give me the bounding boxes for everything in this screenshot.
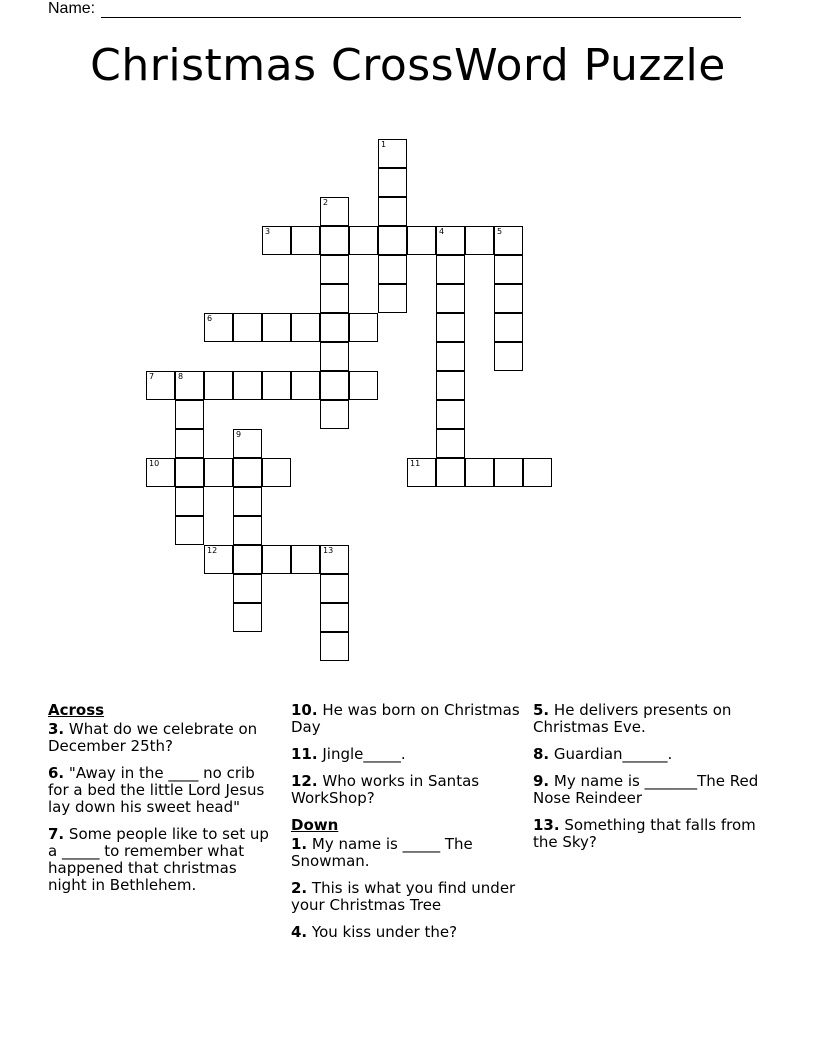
down-clue-8: 8. Guardian______. [533,745,673,763]
across-clue-6: 6. "Away in the ____ no crib for a bed the little Lord Jesus lay down his sweet head" [48,764,265,816]
grid-cell[interactable] [320,632,349,661]
grid-cell[interactable] [175,429,204,458]
grid-cell[interactable] [494,284,523,313]
grid-cell[interactable] [291,226,320,255]
grid-cell[interactable] [233,371,262,400]
grid-cell[interactable] [494,342,523,371]
grid-cell[interactable] [262,226,291,255]
grid-cell[interactable] [436,284,465,313]
grid-cell[interactable] [436,458,465,487]
grid-cell[interactable] [494,226,523,255]
grid-cell[interactable] [204,545,233,574]
grid-cell[interactable] [378,255,407,284]
clue-number: 12 [207,546,218,555]
grid-cell[interactable] [378,226,407,255]
clue-number: 11 [410,459,421,468]
grid-cell[interactable] [204,371,233,400]
across-clue-11: 11. Jingle_____. [291,745,406,763]
grid-cell[interactable] [291,545,320,574]
down-clue-9: 9. My name is _______The Red Nose Reindeer [533,772,759,807]
grid-cell[interactable] [233,458,262,487]
clue-number: 3 [265,227,271,236]
grid-cell[interactable] [320,226,349,255]
grid-cell[interactable] [378,284,407,313]
clue-number: 13 [323,546,334,555]
grid-cell[interactable] [320,603,349,632]
grid-cell[interactable] [320,342,349,371]
grid-cell[interactable] [320,545,349,574]
grid-cell[interactable] [291,371,320,400]
grid-cell[interactable] [320,284,349,313]
clue-number: 4 [439,227,445,236]
grid-cell[interactable] [523,458,552,487]
grid-cell[interactable] [436,226,465,255]
grid-cell[interactable] [349,371,378,400]
grid-cell[interactable] [175,458,204,487]
grid-cell[interactable] [378,197,407,226]
grid-cell[interactable] [320,255,349,284]
across-heading: Across [48,701,105,719]
clue-number: 10 [149,459,160,468]
grid-cell[interactable] [436,313,465,342]
grid-cell[interactable] [465,226,494,255]
grid-cell[interactable] [436,429,465,458]
grid-cell[interactable] [320,400,349,429]
grid-cell[interactable] [378,139,407,168]
grid-cell[interactable] [233,429,262,458]
clue-number: 7 [149,372,155,381]
grid-cell[interactable] [407,226,436,255]
clue-number: 8 [178,372,184,381]
down-heading: Down [291,816,339,834]
grid-cell[interactable] [262,458,291,487]
clue-number: 6 [207,314,213,323]
grid-cell[interactable] [233,516,262,545]
clue-column-2 [291,702,523,951]
grid-cell[interactable] [436,371,465,400]
down-clue-5: 5. He delivers presents on Christmas Eve. [533,701,732,736]
grid-cell[interactable] [349,313,378,342]
clue-number: 5 [497,227,503,236]
grid-cell[interactable] [291,313,320,342]
down-clue-4: 4. You kiss under the? [291,923,458,941]
grid-cell[interactable] [436,400,465,429]
grid-cell[interactable] [233,313,262,342]
grid-cell[interactable] [378,168,407,197]
grid-cell[interactable] [320,313,349,342]
grid-cell[interactable] [262,545,291,574]
down-clue-13: 13. Something that falls from the Sky? [533,816,756,851]
grid-cell[interactable] [494,313,523,342]
grid-cell[interactable] [262,313,291,342]
clue-number: 2 [323,198,329,207]
grid-cell[interactable] [407,458,436,487]
grid-cell[interactable] [204,313,233,342]
grid-cell[interactable] [320,574,349,603]
across-clue-3: 3. What do we celebrate on December 25th? [48,720,258,755]
grid-cell[interactable] [233,545,262,574]
grid-cell[interactable] [233,574,262,603]
grid-cell[interactable] [175,400,204,429]
grid-cell[interactable] [175,371,204,400]
across-clue-12: 12. Who works in Santas WorkShop? [291,772,480,807]
across-clue-10: 10. He was born on Christmas Day [291,701,520,736]
grid-cell[interactable] [494,255,523,284]
grid-cell[interactable] [465,458,494,487]
down-clue-2: 2. This is what you find under your Christmas Tree [291,879,516,914]
grid-cell[interactable] [204,458,233,487]
grid-cell[interactable] [146,371,175,400]
grid-cell[interactable] [262,371,291,400]
down-clue-1: 1. My name is _____ The Snowman. [291,835,473,870]
page-title: Christmas CrossWord Puzzle [90,40,726,91]
grid-cell[interactable] [320,371,349,400]
grid-cell[interactable] [146,458,175,487]
grid-cell[interactable] [233,603,262,632]
clue-number: 1 [381,140,387,149]
grid-cell[interactable] [494,458,523,487]
grid-cell[interactable] [436,342,465,371]
grid-cell[interactable] [175,516,204,545]
grid-cell[interactable] [233,487,262,516]
grid-cell[interactable] [436,255,465,284]
name-label: Name: [48,0,96,17]
grid-cell[interactable] [175,487,204,516]
clue-number: 9 [236,430,242,439]
grid-cell[interactable] [320,197,349,226]
across-clue-7: 7. Some people like to set up a _____ to remember what happened that christmas night in Bethlehem. [48,825,269,894]
grid-cell[interactable] [349,226,378,255]
clue-column-1 [48,702,274,904]
clue-column-3 [533,702,765,861]
